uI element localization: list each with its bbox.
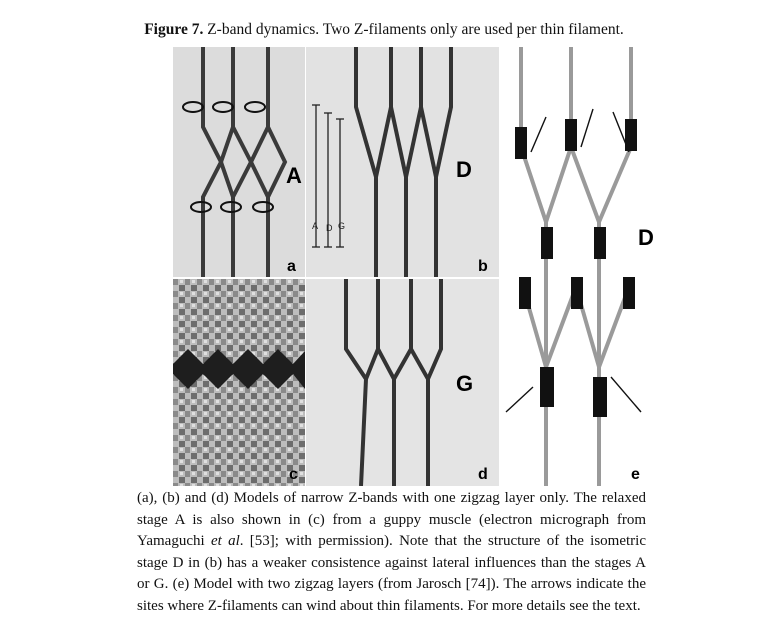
figure-title-text: Z-band dynamics. Two Z-filaments only are used per thin filament. bbox=[203, 21, 624, 38]
panel-d-stage-label: G bbox=[456, 371, 474, 396]
panel-a-image bbox=[173, 47, 305, 277]
panel-c-image bbox=[173, 279, 305, 486]
panel-e-letter: e bbox=[631, 466, 640, 483]
panel-b-image bbox=[306, 47, 499, 277]
panel-e-image bbox=[501, 47, 664, 486]
panel-b-scale-label-a: A bbox=[312, 221, 319, 231]
caption-part-1: (a), (b) and (d) Models of narrow Z-bands with one zigzag layer only. The relaxed stage A is also shown in (c) from a guppy muscle (electron micrograph from Yamaguchi bbox=[137, 490, 646, 549]
panel-b-scale-label-g: G bbox=[338, 221, 346, 231]
panel-b-scale-label-d: D bbox=[326, 223, 333, 233]
panel-c-letter: c bbox=[289, 466, 298, 483]
figure-caption bbox=[137, 488, 646, 617]
figure-title bbox=[0, 20, 768, 40]
panel-a bbox=[173, 47, 305, 277]
caption-part-2: . [53]; with permission). Note that the structure of the isometric stage D in (b) has a weaker consistence against lateral influences than the stages A or G. (e) Model with two zigzag layers (from Jarosch [74]). The arrows indicate the sites where Z-filaments can wind about thin filaments. For more details see the text. bbox=[137, 533, 646, 614]
panel-c bbox=[173, 279, 305, 486]
panel-d-letter: d bbox=[478, 466, 488, 483]
panel-e bbox=[501, 47, 664, 486]
panel-a-stage-label: A bbox=[286, 163, 302, 188]
panel-b bbox=[306, 47, 499, 277]
panel-e-stage-label: D bbox=[638, 225, 654, 250]
panel-a-letter: a bbox=[287, 258, 296, 275]
panel-b-stage-label: D bbox=[456, 157, 472, 182]
panel-d bbox=[306, 279, 499, 486]
caption-et-al: et al bbox=[210, 533, 240, 549]
figure-label: Figure 7. bbox=[144, 21, 204, 38]
panel-b-letter: b bbox=[478, 258, 488, 275]
panel-d-image bbox=[306, 279, 499, 486]
